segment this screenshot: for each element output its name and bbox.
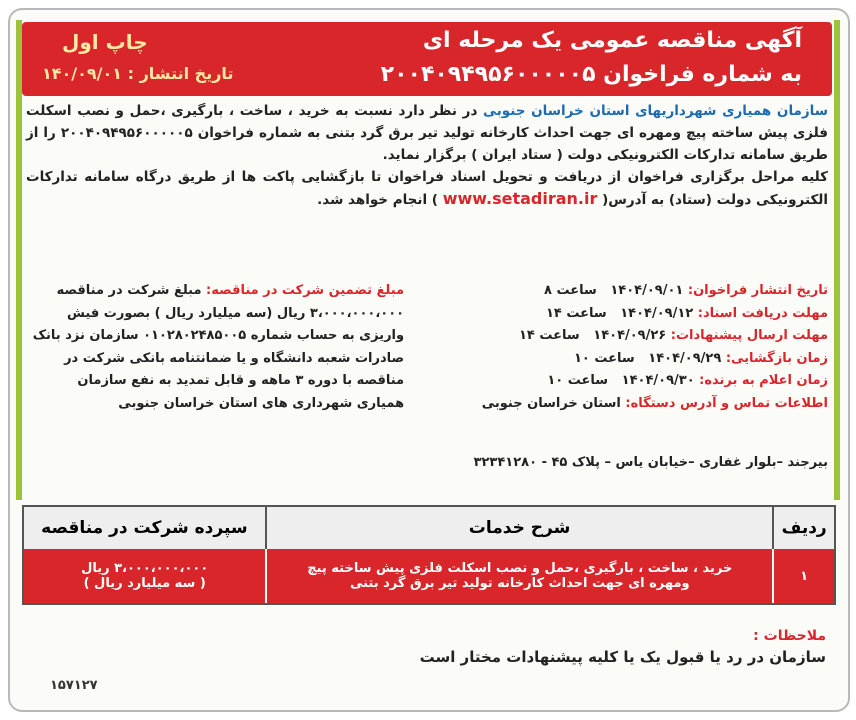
website-link[interactable]: www.setadiran.ir [442, 189, 598, 208]
schedule-item: مهلت ارسال پیشنهادات: ۱۴۰۴/۰۹/۲۶ ساعت ۱۴ [518, 328, 828, 343]
address: بیرجند –بلوار غفاری –خیابان یاس – پلاک ۴۵ - ۳۲۳۴۱۲۸۰ [473, 455, 828, 470]
intro-paragraph: در نظر دارد نسبت به خرید ، ساخت ، بارگیری ،حمل و نصب اسکلت فلزی پیش ساخته پیچ ومهره ای جهت احداث کارخانه تولید تیر برق گرد بتنی به شماره فراخوان ۲۰۰۴۰۹۴۹۵۶۰۰۰۰۰۵ را از طریق سامانه تدارکات الکترونیکی دولت ( ستاد ایران ) برگزار نماید. [26, 103, 828, 163]
details-section [26, 280, 828, 415]
header-index: ردیف [772, 507, 834, 549]
header-description: شرح خدمات [265, 507, 772, 549]
schedule-item: زمان اعلام به برنده: ۱۴۰۴/۰۹/۳۰ ساعت ۱۰ [547, 373, 828, 388]
intro-paragraph-end: ) انجام خواهد شد. [317, 192, 443, 208]
notes-text: سازمان در رد یا قبول یک یا کلیه پیشنهادات مختار است [419, 648, 826, 666]
schedule-list [410, 280, 828, 415]
ad-header [22, 22, 832, 96]
guarantee-text: مبلغ شرکت در مناقصه ۳،۰۰۰،۰۰۰،۰۰۰ ریال (سه میلیارد ریال ) بصورت فیش واریزی به حساب شماره ۰۱۰۲۸۰۲۴۸۵۰۰۵ سازمان نزد بانک صادرات شعبه دانشگاه و یا ضمانتنامه بانکی شرکت در مناقصه با دوره ۳ ماهه و قابل تمدید به نفع سازمان همیاری شهرداری های استان خراسان جنوبی [32, 283, 405, 411]
ad-code: ۱۵۷۱۲۷ [50, 678, 98, 693]
row-index: ۱ [772, 549, 834, 603]
organization-name: سازمان همیاری شهرداریهای استان خراسان جنوبی [483, 103, 828, 119]
notes [420, 628, 826, 666]
schedule-item: اطلاعات تماس و آدرس دستگاه: استان خراسان جنوبی [481, 395, 828, 411]
publish-date: تاریخ انتشار : ۱۴۰/۰۹/۰۱ [42, 64, 234, 83]
schedule-item: مهلت دریافت اسناد: ۱۴۰۴/۰۹/۱۲ ساعت ۱۴ [545, 305, 828, 321]
ad-title: آگهی مناقصه عمومی یک مرحله ای [422, 28, 802, 53]
notes-label: ملاحظات : [753, 628, 826, 644]
right-accent-bar [834, 20, 840, 500]
call-number: به شماره فراخوان ۲۰۰۴۰۹۴۹۵۶۰۰۰۰۰۵ [380, 62, 802, 87]
schedule-item: تاریخ انتشار فراخوان: ۱۴۰۴/۰۹/۰۱ ساعت ۸ [544, 283, 828, 298]
table-header [24, 507, 834, 549]
schedule-item: زمان بازگشایی: ۱۴۰۴/۰۹/۲۹ ساعت ۱۰ [574, 350, 828, 366]
print-label: چاپ اول [62, 30, 148, 54]
intro-text [26, 100, 828, 211]
header-deposit: سپرده شرکت در مناقصه [24, 507, 265, 549]
guarantee-label: مبلغ تضمین شرکت در مناقصه: [206, 283, 405, 298]
table-row [24, 549, 834, 603]
row-deposit: ۳،۰۰۰،۰۰۰،۰۰۰ ریال ( سه میلیارد ریال ) [24, 549, 265, 603]
row-description: خرید ، ساخت ، بارگیری ،حمل و نصب اسکلت فلزی پیش ساخته پیچ ومهره ای جهت احداث کارخانه تولید تیر برق گرد بتنی [265, 549, 772, 603]
guarantee-section [26, 280, 410, 415]
intro-paragraph-2: کلیه مراحل برگزاری فراخوان از دریافت و تحویل اسناد فراخوان تا بازگشایی پاکت ها از طریق درگاه سامانه تدارکات الکترونیکی دولت (ستاد) به آدرس( [26, 169, 828, 208]
services-table [22, 505, 836, 605]
